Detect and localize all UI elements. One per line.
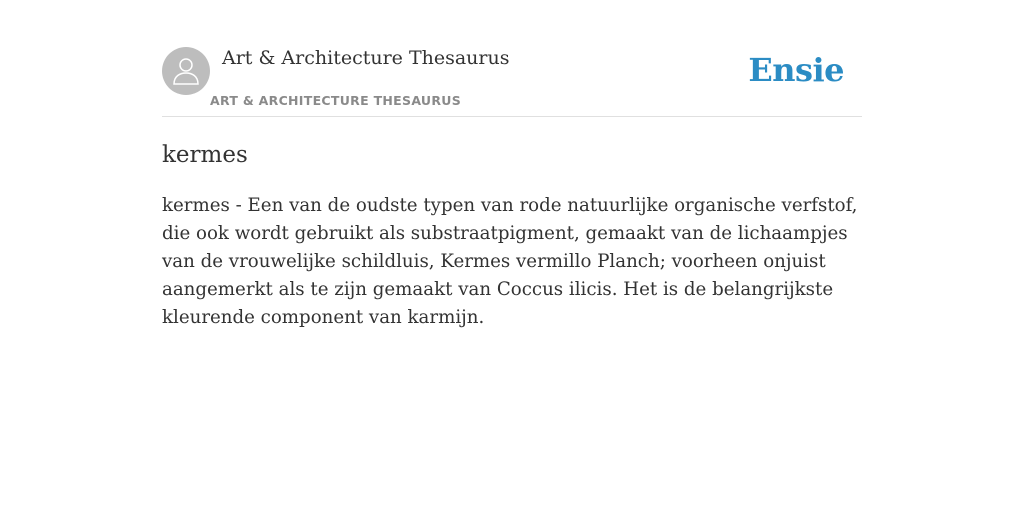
user-icon xyxy=(172,56,200,86)
entry-title: kermes xyxy=(162,142,248,168)
author-name[interactable]: Art & Architecture Thesaurus xyxy=(222,47,510,69)
entry-body: kermes - Een van de oudste typen van rode natuurlijke organische verfstof, die ook wordt gebruikt als substraatpigment, gemaakt van de lichaampjes van de vrouwelijke schildluis, Kermes vermillo Planch; voorheen onjuist aangemerkt als te zijn gemaakt van Coccus ilicis. Het is de belangrijkste kleurende component van karmijn. xyxy=(162,195,858,328)
brand-logo[interactable]: Ensie xyxy=(748,51,844,89)
header xyxy=(162,0,862,117)
avatar[interactable] xyxy=(162,47,210,95)
source-label[interactable]: ART & ARCHITECTURE THESAURUS xyxy=(210,93,462,108)
